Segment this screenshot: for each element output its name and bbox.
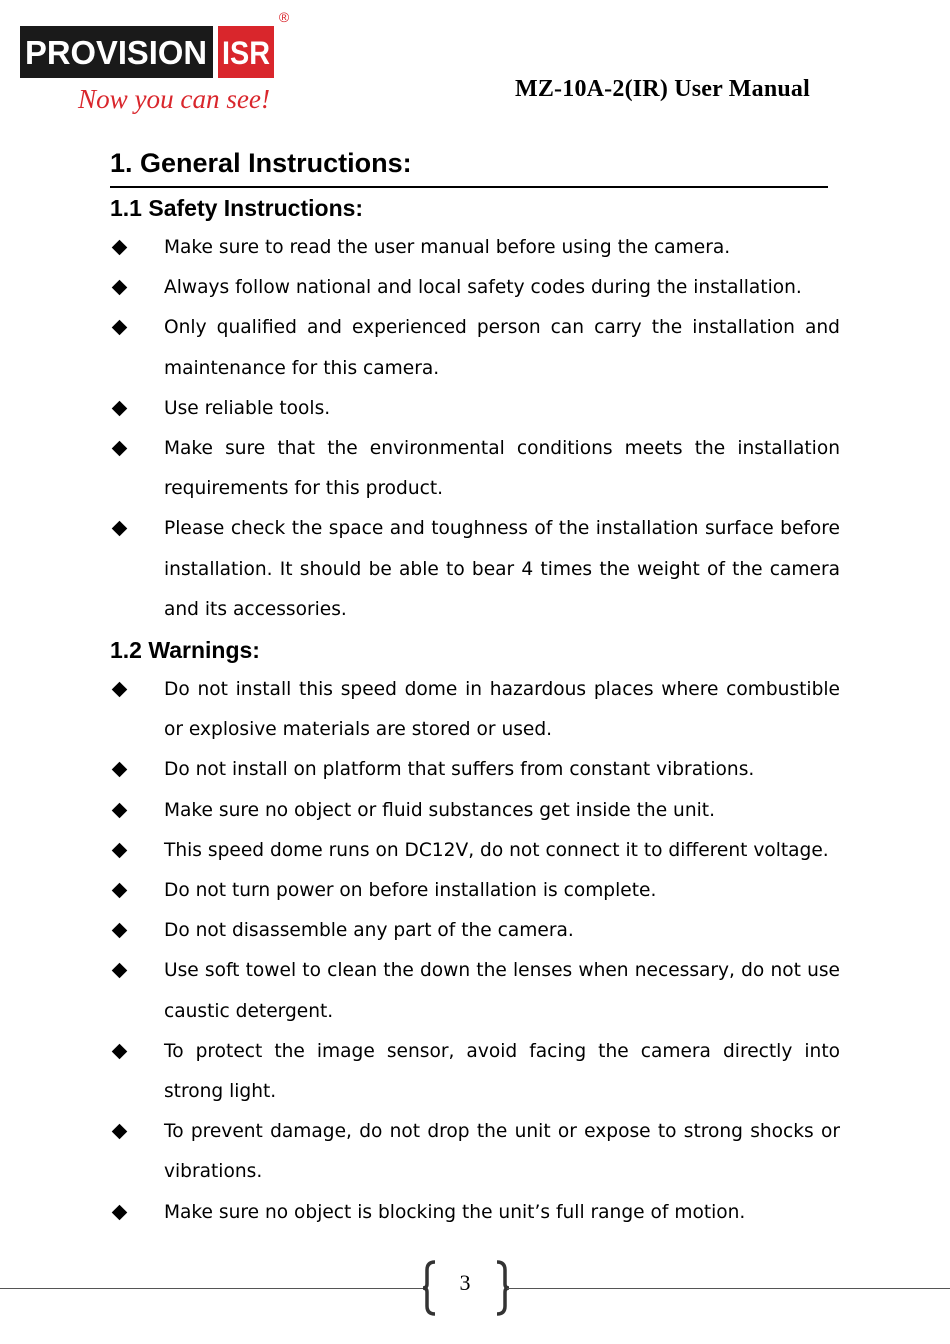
diamond-bullet-icon xyxy=(110,429,164,469)
manual-title: MZ-10A-2(IR) User Manual xyxy=(515,76,810,102)
list-item xyxy=(110,951,840,1031)
footer-divider-right xyxy=(507,1288,950,1289)
diamond-bullet-icon xyxy=(110,1032,164,1072)
list-item xyxy=(110,750,840,790)
list-item-text: Use soft towel to clean the down the lenses when necessary, do not use caustic detergent. xyxy=(164,960,840,1022)
list-item xyxy=(110,670,840,750)
list-item-text: Make sure no object is blocking the unit’s full range of motion. xyxy=(164,1201,746,1223)
list-item-text: To prevent damage, do not drop the unit or expose to strong shocks or vibrations. xyxy=(164,1121,840,1183)
diamond-bullet-icon xyxy=(110,670,164,710)
diamond-bullet-icon xyxy=(110,1193,164,1233)
list-item xyxy=(110,228,840,268)
footer-divider-left xyxy=(0,1288,423,1289)
diamond-bullet-icon xyxy=(110,509,164,549)
diamond-bullet-icon xyxy=(110,951,164,991)
diamond-bullet-icon xyxy=(110,911,164,951)
diamond-bullet-icon xyxy=(110,268,164,308)
logo-mark-text: ISR xyxy=(222,35,270,71)
logo-brand-text: PROVISION xyxy=(25,34,207,71)
logo-registered-mark: ® xyxy=(278,9,290,25)
list-item xyxy=(110,1193,840,1233)
list-item-text: Please check the space and toughness of the installation surface before installation. It should be able to bear 4 times the weight of the camera and its accessories. xyxy=(164,518,840,620)
list-item-text: Do not turn power on before installation is complete. xyxy=(164,880,657,902)
logo-tagline: Now you can see! xyxy=(76,84,270,114)
list-item-text: Make sure no object or fluid substances get inside the unit. xyxy=(164,799,715,821)
list-item xyxy=(110,389,840,429)
safety-heading: 1.1 Safety Instructions: xyxy=(110,195,364,221)
list-item-text: Make sure that the environmental conditions meets the installation requirements for this product. xyxy=(164,438,840,500)
list-item xyxy=(110,831,840,871)
list-item xyxy=(110,911,840,951)
list-item-text: Do not install on platform that suffers from constant vibrations. xyxy=(164,759,755,781)
list-item-text: To protect the image sensor, avoid facing the camera directly into strong light. xyxy=(164,1040,840,1103)
page-header xyxy=(0,0,950,130)
safety-list xyxy=(110,228,840,630)
list-item xyxy=(110,429,840,509)
list-item xyxy=(110,308,840,388)
list-item xyxy=(110,509,840,630)
page-footer xyxy=(0,1258,950,1318)
diamond-bullet-icon xyxy=(110,791,164,831)
diamond-bullet-icon xyxy=(110,389,164,429)
list-item-text: Make sure to read the user manual before using the camera. xyxy=(164,237,731,258)
section-title: 1. General Instructions: xyxy=(110,140,828,188)
list-item xyxy=(110,1112,840,1192)
warnings-list xyxy=(110,670,840,1233)
list-item-text: Only qualified and experienced person can carry the installation and maintenance for this camera. xyxy=(164,317,840,379)
list-item xyxy=(110,791,840,831)
diamond-bullet-icon xyxy=(110,228,164,268)
provision-isr-logo xyxy=(20,8,300,120)
page-number: 3 xyxy=(459,1270,471,1295)
list-item-text: Do not install this speed dome in hazardous places where combustible or explosive materials are stored or used. xyxy=(164,679,840,741)
list-item xyxy=(110,268,840,308)
list-item xyxy=(110,871,840,911)
diamond-bullet-icon xyxy=(110,871,164,911)
list-item-text: Do not disassemble any part of the camera. xyxy=(164,920,574,942)
list-item xyxy=(110,1032,840,1112)
page-content xyxy=(110,140,840,1233)
diamond-bullet-icon xyxy=(110,308,164,348)
list-item-text: This speed dome runs on DC12V, do not connect it to different voltage. xyxy=(164,839,829,861)
diamond-bullet-icon xyxy=(110,1112,164,1152)
list-item-text: Always follow national and local safety codes during the installation. xyxy=(164,277,802,299)
list-item-text: Use reliable tools. xyxy=(164,397,331,419)
diamond-bullet-icon xyxy=(110,750,164,790)
diamond-bullet-icon xyxy=(110,831,164,871)
warnings-heading: 1.2 Warnings: xyxy=(110,637,260,664)
